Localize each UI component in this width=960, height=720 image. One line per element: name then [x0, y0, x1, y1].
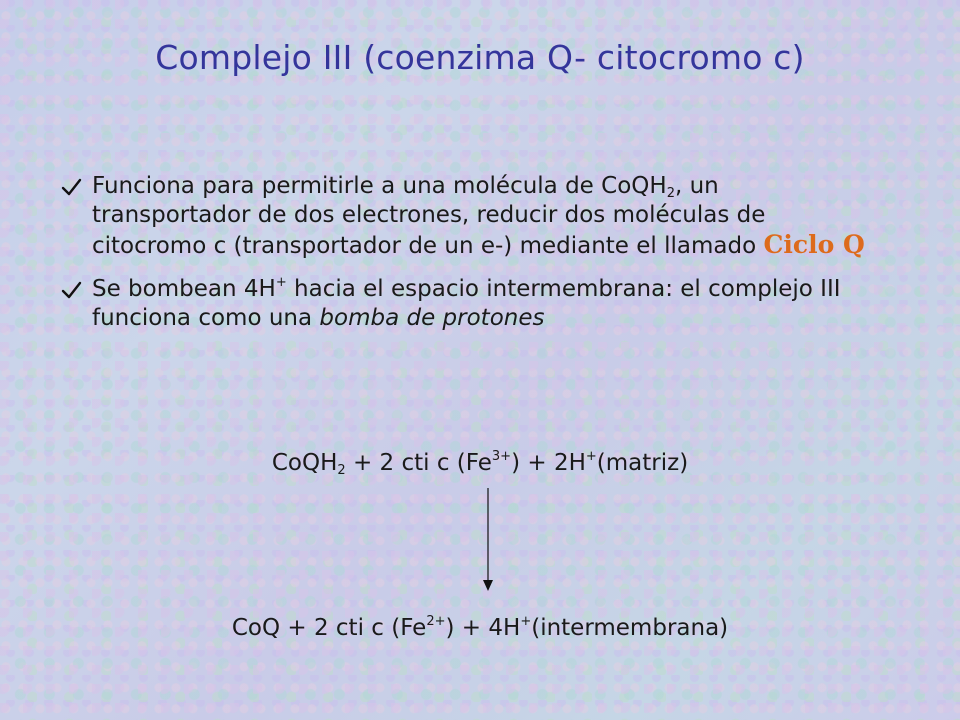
eq-bottom-sup-2plus: 2+ [426, 614, 446, 629]
bullet-list [60, 172, 880, 347]
bullet-2-text-rest: hacia el espacio intermembrana: el complejo III funciona como una [92, 276, 841, 331]
bullet-2-superscript: + [275, 275, 287, 290]
equation-products [0, 615, 960, 641]
eq-bottom-coq-cyt-c: CoQ + 2 cti c (Fe [231, 615, 427, 641]
bomba-de-protones-emphasis: bomba de protones [319, 305, 545, 331]
slide-title: Complejo III (coenzima Q- citocromo c) [155, 38, 805, 77]
bullet-item-proton-pump [60, 275, 880, 333]
bullet-1-text-rest: , un transportador de dos electrones, reducir dos moléculas de citocromo c (transportador de un e-) mediante el llamado [92, 173, 766, 259]
checkmark-icon [60, 279, 82, 301]
bullet-item-ciclo-q [60, 172, 880, 261]
bullet-1-subscript: 2 [666, 186, 675, 201]
equation-reactants [0, 450, 960, 476]
eq-top-sup-plus: + [585, 449, 597, 464]
ciclo-q-highlight: Ciclo Q [763, 230, 865, 259]
eq-top-sub-2: 2 [337, 463, 346, 478]
eq-top-coqh: CoQH [271, 450, 338, 476]
checkmark-icon [60, 176, 82, 198]
bullet-2-text-start: Se bombean 4H [92, 276, 276, 302]
eq-top-sup-3plus: 3+ [491, 449, 512, 464]
eq-top-cyt-c: + 2 cti c (Fe [345, 450, 492, 476]
eq-bottom-intermembrana: (intermembrana) [531, 615, 729, 641]
arrow-down-icon [478, 488, 498, 592]
bullet-1-text-start: Funciona para permitirle a una molécula de CoQH [92, 173, 667, 199]
eq-top-protons: ) + 2H [511, 450, 586, 476]
eq-top-matriz: (matriz) [596, 450, 689, 476]
eq-bottom-sup-plus: + [520, 614, 532, 629]
eq-bottom-protons: ) + 4H [445, 615, 521, 641]
